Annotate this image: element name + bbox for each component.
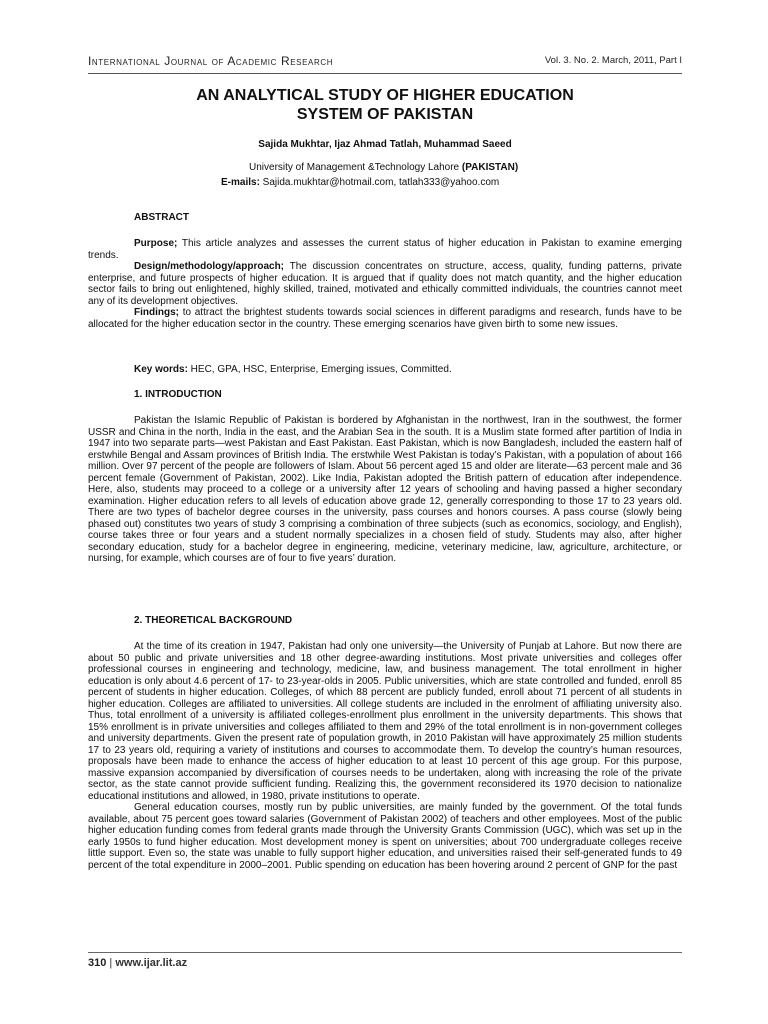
affiliation-country: (PAKISTAN) (461, 162, 519, 173)
author-list: Sajida Mukhtar, Ijaz Ahmad Tatlah, Muhammad Saeed (258, 139, 512, 150)
abstract-findings (88, 307, 682, 330)
section-1-body (88, 415, 682, 565)
issue-info: Vol. 3. No. 2. March, 2011, Part I (544, 55, 682, 66)
header-rule (88, 73, 682, 74)
section-2-body (88, 641, 682, 871)
background-paragraph-2: General education courses, mostly run by public universities, are mainly funded by the government. Of the total funds available, about 75 percent goes toward salaries (Government of Pakistan 2002) of teachers and other employees. Most of the public higher education funding comes from federal grants made through the University Grants Commission (UGC), which was set up in the early 1950s to fund higher education. Most development money is spent on universities; about 700 undergraduate colleges receive little support. Even so, the state was unable to fully support higher education, and universities raised their self-generated funds to 49 percent of the total expenditure in 2000–2001. Public spending on education has been hovering around 2 percent of GNP for the past (88, 802, 682, 871)
purpose-text: This article analyzes and assesses the current status of higher education in Pakistan to examine emerging trends. (88, 238, 682, 261)
footer-separator: | (106, 957, 116, 969)
title-line-2: SYSTEM OF PAKISTAN (296, 106, 474, 123)
abstract-design (88, 261, 682, 307)
background-paragraph-1: At the time of its creation in 1947, Pakistan had only one university—the University of Punjab at Lahore. But now there are about 50 public and private universities and 18 other degree-awarding institutions. Most private universities and colleges offer professional courses in engineering and technology, medicine, law, and business management. The total enrollment in higher education is only about 4.6 percent of 17- to 23-year-olds in 2005. Public universities, which are state controlled and funded, enroll 85 percent of students in higher education. Colleges, of which 88 percent are publicly funded, enroll about 71 percent of all students in higher education. Colleges are affiliated to universities. All college students are included in the enrolment of affiliating university also. Thus, total enrollment of a university is affiliated colleges-enrollment plus enrollment in the university departments. This shows that 15% enrollment is in private universities and colleges affiliated to them and 29% of the total enrollment is in non-government colleges and university departments. Given the present rate of population growth, in 2010 Pakistan will have approximately 25 million students 17 to 23 years old, requiring a variety of institutions and courses to accommodate them. To develop the country’s human resources, proposals have been made to enhance the access of higher education to at least 10 percent of this age group. For this purpose, massive expansion accompanied by diversification of courses needs to be undertaken, along with increasing the role of the private sector, as the state cannot provide sufficient funding. Realizing this, the government reconsidered its 1970 decision to nationalize educational institutions and allowed, in 1980, private institutions to operate. (88, 641, 682, 802)
page-number: 310 (88, 957, 107, 969)
section-2-heading: 2. THEORETICAL BACKGROUND (134, 615, 293, 626)
emails-text: Sajida.mukhtar@hotmail.com, tatlah333@yahoo.com (259, 177, 500, 188)
section-1-heading: 1. INTRODUCTION (134, 389, 222, 400)
page-footer (88, 957, 187, 969)
abstract-body (88, 238, 682, 330)
findings-text: to attract the brightest students towards social sciences in different paradigms and research, funds have to be allocated for the higher education sector in the country. These emerging scenarios have given birth to some new issues. (88, 307, 682, 330)
affiliation-text: University of Management &Technology Lahore (249, 162, 462, 173)
title-line-1: AN ANALYTICAL STUDY OF HIGHER EDUCATION (196, 87, 574, 104)
running-header (88, 54, 682, 70)
affiliation (249, 162, 518, 173)
purpose-label: Purpose; (134, 238, 178, 249)
introduction-paragraph: Pakistan the Islamic Republic of Pakistan is bordered by Afghanistan in the northwest, Iran in the southwest, the former USSR and China in the north, India in the east, and the Arabian Sea in the south. It is a Muslim state formed after partition of India in 1947 into two separate parts—west Pakistan and East Pakistan. East Pakistan, which is now Bangladesh, included the eastern half of erstwhile Bengal and Assam provinces of British India. The erstwhile West Pakistan is today’s Pakistan, with a population of about 166 million. Over 97 percent of the people are followers of Islam. About 56 percent aged 15 and older are literate—63 percent male and 36 percent female (Government of Pakistan, 2002). Like India, Pakistan adopted the British pattern of education after independence. Here, also, students may proceed to a college or a university after 12 years of schooling and having passed a higher secondary examination. Higher education refers to all levels of education above grade 12, generally corresponding to those 17 to 23 years old. There are two types of bachelor degree courses in the university, pass courses and honors courses. A pass course (slowly being phased out) constitutes two years of study 3 comprising a combination of three subjects (such as economics, sociology, and English), course takes three or four years and a student normally specializes in a chosen field of study. Students may also, after higher secondary education, study for a bachelor degree in engineering, medicine, veterinary medicine, law, agriculture, architecture, or nursing, for example, which courses are of four to five years’ duration. (88, 415, 682, 564)
emails-label: E-mails: (221, 177, 260, 188)
abstract-purpose (88, 238, 682, 261)
abstract-heading: ABSTRACT (134, 212, 189, 223)
author-emails (221, 177, 499, 188)
keywords-label: Key words: (134, 364, 188, 375)
footer-rule (88, 952, 682, 953)
design-text: The discussion concentrates on structure, access, quality, funding patterns, private enterprise, and future prospects of higher education. It is argued that if quality does not match quantity, and the higher education sector fails to bring out enlightened, highly skilled, trained, motivated and ethically committed individuals, the countries cannot meet any of its development objectives. (88, 261, 682, 307)
paper-title (88, 86, 682, 124)
keywords (134, 364, 682, 376)
findings-label: Findings; (134, 307, 179, 318)
design-label: Design/methodology/approach; (134, 261, 285, 272)
keywords-text: HEC, GPA, HSC, Enterprise, Emerging issues, Committed. (187, 364, 452, 375)
journal-url[interactable]: www.ijar.lit.az (115, 957, 188, 969)
journal-name: International Journal of Academic Research (88, 54, 334, 68)
